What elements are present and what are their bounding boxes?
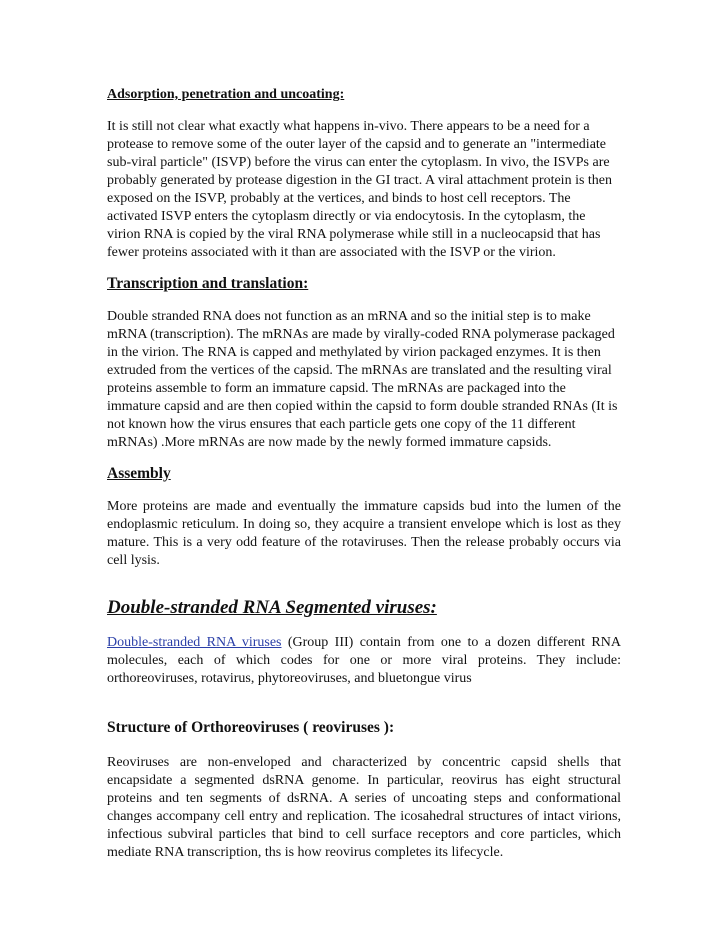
heading-transcription: Transcription and translation: — [107, 275, 309, 292]
heading-adsorption: Adsorption, penetration and uncoating: — [107, 87, 345, 102]
paragraph-dsrna-text: (Group III) contain from one to a dozen different RNA molecules, each of which codes for one or more viral proteins. They include: orthoreoviruses, rotavirus, phytoreoviruses, and bluetongue virus — [107, 635, 621, 686]
document-content — [107, 86, 621, 862]
heading-structure: Structure of Orthoreoviruses ( reoviruses ): — [107, 719, 395, 736]
heading-assembly: Assembly — [107, 465, 171, 482]
heading-dsrna: Double-stranded RNA Segmented viruses: — [107, 597, 437, 618]
paragraph-dsrna — [107, 634, 621, 688]
paragraph-adsorption: It is still not clear what exactly what happens in-vivo. There appears to be a need for a protease to remove some of the outer layer of the capsid and to generate an "intermediate sub-viral particle" (ISVP) before the virus can enter the cytoplasm. In vivo, the ISVPs are probably generated by protease digestion in the GI tract. A viral attachment protein is then exposed on the ISVP, probably at the vertices, and binds to host cell receptors. The activated ISVP enters the cytoplasm directly or via endocytosis. In the cytoplasm, the virion RNA is copied by the viral RNA polymerase while still in a nucleocapsid that has fewer proteins associated with it than are associated with the ISVP or the virion. — [107, 119, 613, 260]
dsrna-viruses-link[interactable]: Double-stranded RNA viruses — [107, 635, 282, 650]
paragraph-assembly: More proteins are made and eventually the immature capsids bud into the lumen of the endoplasmic reticulum. In doing so, they acquire a transient envelope which is lost as they mature. This is a very odd feature of the rotaviruses. Then the release probably occurs via cell lysis. — [107, 499, 621, 568]
paragraph-structure: Reoviruses are non-enveloped and characterized by concentric capsid shells that encapsidate a segmented dsRNA genome. In particular, reovirus has eight structural proteins and ten segments of dsRNA. A series of uncoating steps and conformational changes accompany cell entry and replication. The icosahedral structures of intact virions, infectious subviral particles that bind to cell surface receptors and core particles, which mediate RNA transcription, ths is how reovirus completes its lifecycle. — [107, 755, 621, 860]
paragraph-transcription: Double stranded RNA does not function as an mRNA and so the initial step is to make mRNA (transcription). The mRNAs are made by virally-coded RNA polymerase packaged in the virion. The RNA is capped and methylated by virion packaged enzymes. It is then extruded from the vertices of the capsid. The mRNAs are translated and the resulting viral proteins assemble to form an immature capsid. The mRNAs are packaged into the immature capsid and are then copied within the capsid to form double stranded RNAs (It is not known how the virus ensures that each particle gets one copy of the 11 different mRNAs) .More mRNAs are now made by the newly formed immature capsids. — [107, 309, 618, 450]
